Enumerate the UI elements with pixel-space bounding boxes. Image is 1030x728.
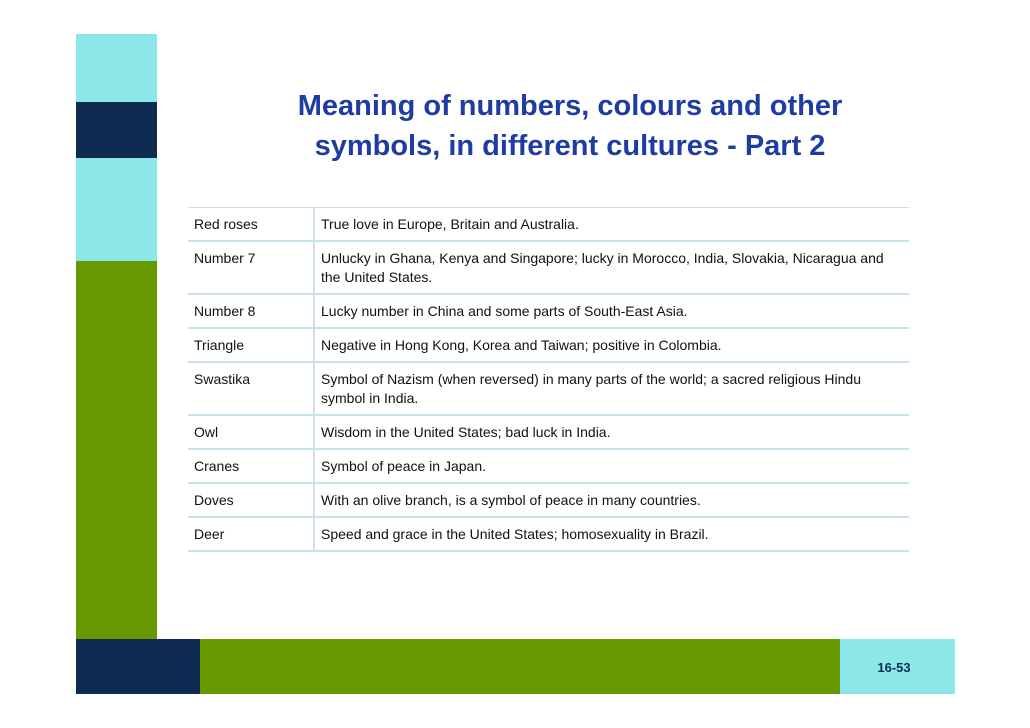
- term-cell: Number 7: [188, 241, 314, 294]
- meaning-cell: Unlucky in Ghana, Kenya and Singapore; lucky in Morocco, India, Slovakia, Nicaragua and the United States.: [314, 241, 909, 294]
- table-row: [188, 241, 909, 294]
- slide-title-line-2: symbols, in different cultures - Part 2: [314, 130, 826, 162]
- decor-cyan-mid: [76, 158, 157, 261]
- table-row: [188, 517, 909, 551]
- meaning-cell: Symbol of Nazism (when reversed) in many parts of the world; a sacred religious Hindu symbol in India.: [314, 362, 909, 415]
- table-row: [188, 328, 909, 362]
- table-row: [188, 362, 909, 415]
- decor-green-left: [76, 261, 157, 639]
- meaning-cell: Wisdom in the United States; bad luck in India.: [314, 415, 909, 449]
- term-cell: Red roses: [188, 208, 314, 242]
- meaning-cell: With an olive branch, is a symbol of peace in many countries.: [314, 483, 909, 517]
- symbols-table: [188, 207, 909, 552]
- slide-title: [230, 86, 910, 166]
- decor-cyan-top: [76, 34, 157, 102]
- term-cell: Cranes: [188, 449, 314, 483]
- table-row: [188, 208, 909, 242]
- term-cell: Swastika: [188, 362, 314, 415]
- term-cell: Owl: [188, 415, 314, 449]
- meaning-cell: Symbol of peace in Japan.: [314, 449, 909, 483]
- meaning-cell: Negative in Hong Kong, Korea and Taiwan; positive in Colombia.: [314, 328, 909, 362]
- meaning-cell: Speed and grace in the United States; homosexuality in Brazil.: [314, 517, 909, 551]
- table-row: [188, 415, 909, 449]
- decor-green-bottom: [200, 639, 840, 694]
- slide-title-line-1: Meaning of numbers, colours and other: [297, 90, 843, 122]
- decor-navy-bottom: [76, 639, 200, 694]
- slide-number: 16-53: [877, 660, 911, 675]
- term-cell: Triangle: [188, 328, 314, 362]
- term-cell: Doves: [188, 483, 314, 517]
- meaning-cell: True love in Europe, Britain and Australia.: [314, 208, 909, 242]
- table-row: [188, 483, 909, 517]
- table-row: [188, 294, 909, 328]
- table-row: [188, 449, 909, 483]
- term-cell: Number 8: [188, 294, 314, 328]
- term-cell: Deer: [188, 517, 314, 551]
- decor-navy-left: [76, 102, 157, 158]
- meaning-cell: Lucky number in China and some parts of South-East Asia.: [314, 294, 909, 328]
